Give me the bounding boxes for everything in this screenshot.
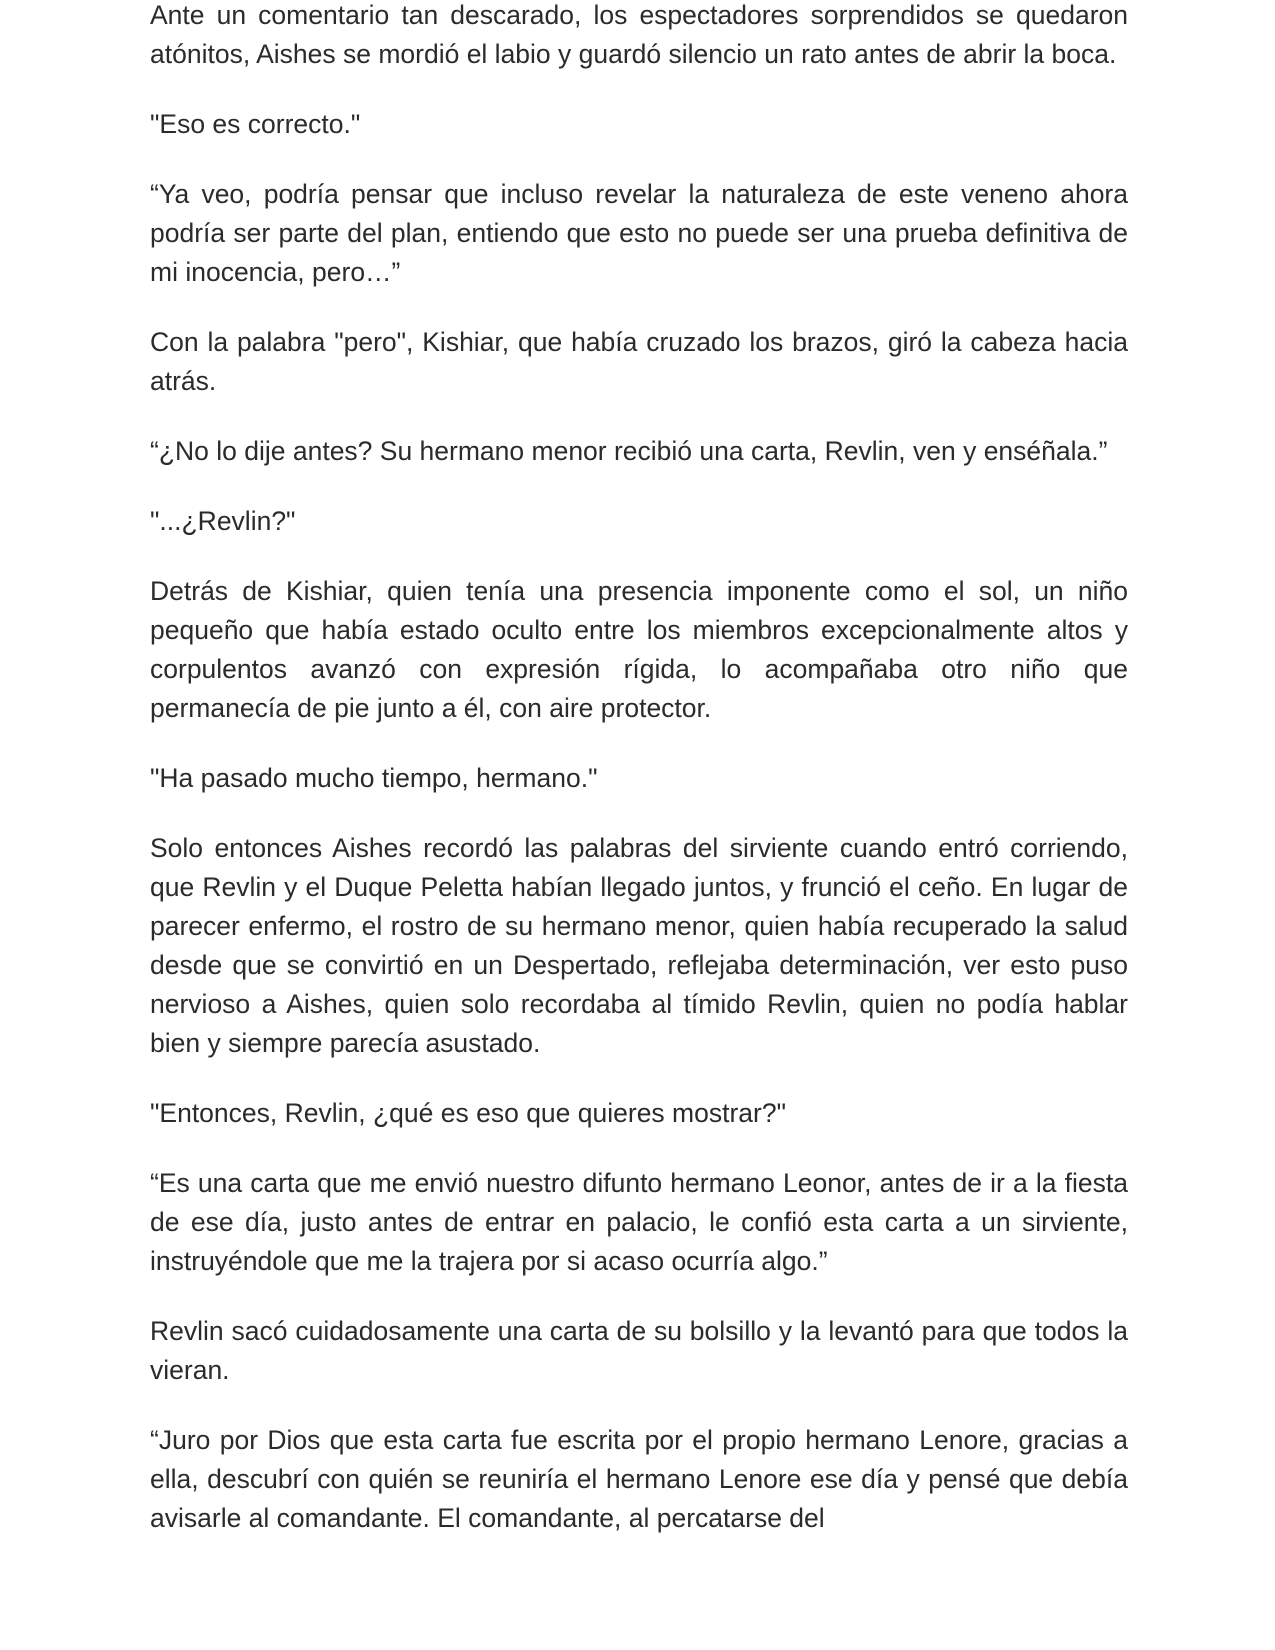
paragraph: Detrás de Kishiar, quien tenía una presencia imponente como el sol, un niño pequeño que había estado oculto entre los miembros excepcionalmente altos y corpulentos avanzó con expresión rígida, lo acompañaba otro niño que permanecía de pie junto a él, con aire protector. — [150, 576, 1128, 723]
paragraph: “Es una carta que me envió nuestro difunto hermano Leonor, antes de ir a la fiesta de ese día, justo antes de entrar en palacio, le confió esta carta a un sirviente, instruyéndole que me la trajera por si acaso ocurría algo.” — [150, 1168, 1128, 1276]
paragraph: "Ha pasado mucho tiempo, hermano." — [150, 763, 598, 793]
paragraph: "...¿Revlin?" — [150, 506, 296, 536]
paragraph: Solo entonces Aishes recordó las palabras del sirviente cuando entró corriendo, que Revlin y el Duque Peletta habían llegado juntos, y frunció el ceño. En lugar de parecer enfermo, el rostro de su hermano menor, quien había recuperado la salud desde que se convirtió en un Despertado, reflejaba determinación, ver esto puso nervioso a Aishes, quien solo recordaba al tímido Revlin, quien no podía hablar bien y siempre parecía asustado. — [150, 833, 1128, 1058]
paragraph: “¿No lo dije antes? Su hermano menor recibió una carta, Revlin, ven y enséñala.” — [150, 436, 1108, 466]
paragraph: “Ya veo, podría pensar que incluso revelar la naturaleza de este veneno ahora podría ser parte del plan, entiendo que esto no puede ser una prueba definitiva de mi inocencia, pero…” — [150, 179, 1128, 287]
paragraph: "Eso es correcto." — [150, 109, 361, 139]
paragraph: Con la palabra "pero", Kishiar, que había cruzado los brazos, giró la cabeza hacia atrás. — [150, 327, 1128, 396]
paragraph: “Juro por Dios que esta carta fue escrita por el propio hermano Lenore, gracias a ella, descubrí con quién se reuniría el hermano Lenore ese día y pensé que debía avisarle al comandante. El comandante, al percatarse del — [150, 1425, 1128, 1533]
paragraph: Revlin sacó cuidadosamente una carta de su bolsillo y la levantó para que todos la vieran. — [150, 1316, 1128, 1385]
paragraph: Ante un comentario tan descarado, los espectadores sorprendidos se quedaron atónitos, Aishes se mordió el labio y guardó silencio un rato antes de abrir la boca. — [150, 0, 1128, 69]
paragraph: "Entonces, Revlin, ¿qué es eso que quieres mostrar?" — [150, 1098, 786, 1128]
body-text — [150, 0, 1128, 1569]
